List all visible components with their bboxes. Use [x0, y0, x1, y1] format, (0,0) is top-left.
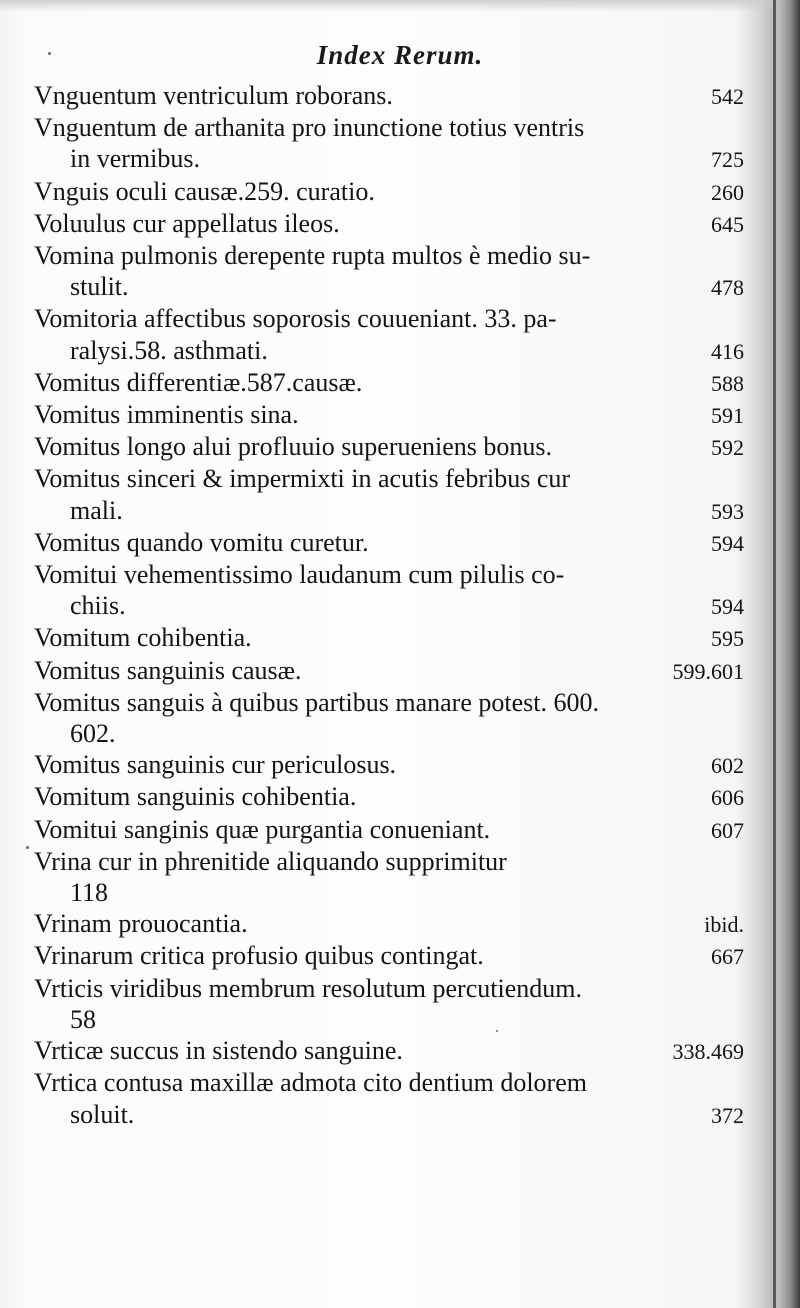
index-entry — [34, 240, 744, 271]
entry-continuation-text: 58 — [70, 1004, 96, 1034]
entry-page: 416 — [711, 338, 744, 364]
entry-continuation — [34, 1004, 744, 1035]
entry-text: Vomitus sinceri & impermixti in acutis febribus cur — [34, 464, 571, 494]
entry-continuation — [34, 590, 744, 622]
entry-page: 592 — [711, 435, 744, 461]
index-entry — [34, 399, 744, 431]
index-entry — [34, 1035, 744, 1067]
index-entry — [34, 80, 744, 112]
entry-text: Vomitus quando vomitu curetur. — [34, 527, 369, 557]
entry-text: Vomitus differentiæ.587.causæ. — [34, 367, 363, 397]
index-entry — [34, 814, 744, 846]
running-header: Index Rerum. — [316, 40, 484, 70]
entry-page: 595 — [711, 626, 744, 652]
entry-text: Vomina pulmonis derepente rupta multos è medio su- — [34, 241, 591, 271]
entry-page: 594 — [711, 594, 744, 620]
entry-text: Vomitum cohibentia. — [34, 623, 252, 653]
entry-continuation-text: ralysi.58. asthmati. — [70, 335, 268, 365]
entry-page: 260 — [711, 179, 744, 205]
entry-page: 645 — [711, 211, 744, 237]
index-entry — [34, 1067, 744, 1098]
entry-continuation — [34, 1099, 744, 1131]
entry-text: Vnguentum de arthanita pro inunctione totius ventris — [34, 113, 585, 143]
entry-page: 542 — [711, 84, 744, 109]
entry-text: Vomitus sanguinis cur periculosus. — [34, 750, 397, 780]
index-entry — [34, 303, 744, 334]
entry-page: 667 — [711, 944, 744, 970]
entry-continuation-text: stulit. — [70, 272, 129, 302]
entry-text: Vomitui vehementissimo laudanum cum pilulis co- — [34, 560, 565, 590]
entry-continuation-text: 602. — [70, 719, 116, 749]
index-entry — [34, 687, 744, 718]
entry-text: Vrina cur in phrenitide aliquando supprimitur — [34, 846, 507, 876]
entry-page: ibid. — [704, 912, 744, 938]
gutter-edge — [773, 0, 776, 1308]
entry-text: Vomitus imminentis sina. — [34, 400, 299, 430]
entry-page: 478 — [711, 275, 744, 301]
index-entry — [34, 655, 744, 687]
entry-continuation — [34, 718, 744, 749]
index-entry — [34, 463, 744, 494]
entry-text: Vrtica contusa maxillæ admota cito dentium dolorem — [34, 1068, 587, 1098]
index-entry — [34, 940, 744, 972]
ink-speck — [26, 846, 29, 849]
entry-text: Vomitus sanguinis causæ. — [34, 655, 302, 685]
entry-text: Vomitoria affectibus soporosis couueniant. 33. pa- — [34, 304, 557, 334]
entry-page: 594 — [711, 530, 744, 556]
index-entry — [34, 908, 744, 940]
entry-text: Vnguentum ventriculum roborans. — [34, 81, 393, 110]
entry-page: 593 — [711, 498, 744, 524]
entry-continuation-text: 118 — [70, 878, 109, 908]
page-top-shadow — [0, 0, 800, 12]
index-entry — [34, 846, 744, 877]
index-entries — [34, 80, 744, 1131]
entry-page: 725 — [711, 147, 744, 173]
entry-continuation — [34, 335, 744, 367]
entry-continuation — [34, 877, 744, 908]
entry-page: 607 — [711, 817, 744, 843]
index-entry — [34, 622, 744, 654]
index-entry — [34, 749, 744, 781]
entry-text: Vnguis oculi causæ.259. curatio. — [34, 176, 375, 206]
entry-text: Vrticæ succus in sistendo sanguine. — [34, 1036, 403, 1066]
entry-continuation-text: chiis. — [70, 591, 126, 621]
entry-text: Vrticis viridibus membrum resolutum percutiendum. — [34, 973, 582, 1003]
entry-text: Vomitum sanguinis cohibentia. — [34, 782, 357, 812]
index-entry — [34, 431, 744, 463]
entry-page: 606 — [711, 785, 744, 811]
index-entry — [34, 527, 744, 559]
index-entry — [34, 559, 744, 590]
entry-page: 588 — [711, 370, 744, 396]
index-entry — [34, 367, 744, 399]
page-gutter-shadow — [762, 0, 800, 1308]
ink-speck — [48, 52, 51, 55]
index-entry — [34, 208, 744, 240]
entry-text: Vomitus longo alui profluuio superueniens bonus. — [34, 432, 553, 462]
entry-page: 338.469 — [672, 1039, 744, 1065]
entry-continuation — [34, 495, 744, 527]
index-entry — [34, 781, 744, 813]
entry-page: 602 — [711, 753, 744, 779]
entry-text: Vrinam prouocantia. — [34, 909, 248, 939]
index-entry — [34, 112, 744, 143]
entry-page: 591 — [711, 403, 744, 429]
entry-page: 599.601 — [672, 658, 744, 684]
entry-continuation-text: mali. — [70, 495, 123, 525]
entry-continuation-text: soluit. — [70, 1099, 135, 1129]
entry-text: Vomitus sanguis à quibus partibus manare potest. 600. — [34, 687, 599, 717]
entry-continuation-text: in vermibus. — [70, 144, 200, 174]
index-entry — [34, 176, 744, 208]
entry-continuation — [34, 271, 744, 303]
ink-speck — [496, 1030, 498, 1032]
entry-text: Voluulus cur appellatus ileos. — [34, 208, 340, 238]
entry-continuation — [34, 143, 744, 175]
entry-page: 372 — [711, 1102, 744, 1128]
entry-text: Vomitui sanginis quæ purgantia conueniant. — [34, 814, 491, 844]
index-entry — [34, 973, 744, 1004]
entry-text: Vrinarum critica profusio quibus contingat. — [34, 941, 484, 971]
